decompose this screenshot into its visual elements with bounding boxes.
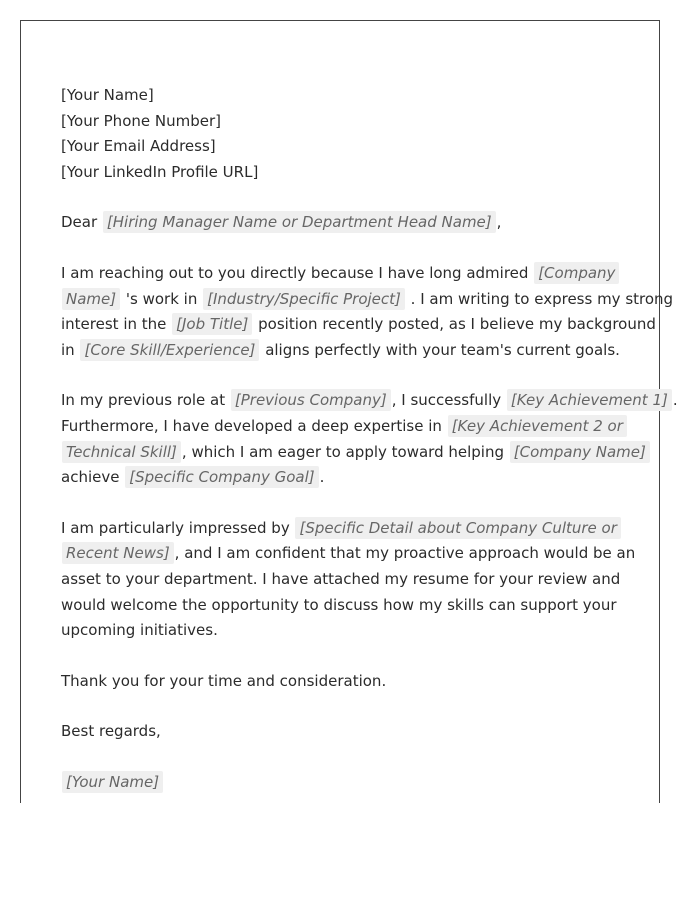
placeholder-signature-name: [Your Name] — [62, 771, 163, 793]
paragraph-motivation — [61, 516, 636, 644]
placeholder-company-goal: [Specific Company Goal] — [125, 466, 318, 488]
text-run: in — [61, 340, 75, 359]
text-run: position recently posted, as I believe my background — [258, 315, 656, 334]
placeholder-key-achievement-2: [Key Achievement 2 or — [448, 415, 627, 437]
closing — [61, 719, 636, 745]
text-run: , and I am confident that my proactive approach would be an — [174, 544, 636, 563]
text-run: . I am writing to express my strong — [410, 289, 674, 308]
text-run: . — [319, 468, 325, 487]
signature-block — [61, 770, 636, 796]
closing-text: Best regards, — [61, 722, 161, 741]
placeholder-company: [Company — [534, 262, 619, 284]
text-run: In my previous role at — [61, 391, 226, 410]
placeholder-key-achievement-2: Technical Skill] — [62, 441, 181, 463]
placeholder-industry: [Industry/Specific Project] — [203, 288, 405, 310]
placeholder-company-name: [Company Name] — [510, 441, 650, 463]
text-run: I am particularly impressed by — [61, 518, 290, 537]
text-run: upcoming initiatives. — [61, 621, 218, 640]
text-run: I am reaching out to you directly because I have long admired — [61, 263, 529, 282]
sender-contact-block — [61, 83, 636, 185]
sender-name: [Your Name] — [61, 86, 154, 104]
text-run: Thank you for your time and consideration. — [61, 671, 387, 690]
placeholder-previous-company: [Previous Company] — [231, 389, 391, 411]
paragraph-intro — [61, 261, 674, 363]
text-run: asset to your department. I have attached my resume for your review and — [61, 569, 621, 588]
paragraph-thanks — [61, 669, 636, 695]
salutation — [61, 210, 636, 236]
cover-letter-body — [61, 83, 678, 820]
text-run: achieve — [61, 468, 120, 487]
sender-linkedin: [Your LinkedIn Profile URL] — [61, 162, 259, 181]
text-run: . — [672, 391, 678, 410]
placeholder-company: Name] — [62, 288, 120, 310]
sender-email: [Your Email Address] — [61, 137, 216, 156]
sender-phone: [Your Phone Number] — [61, 111, 221, 130]
text-run: interest in the — [61, 315, 167, 334]
placeholder-key-achievement-1: [Key Achievement 1] — [507, 389, 672, 411]
paragraph-experience — [61, 388, 678, 490]
placeholder-recipient: [Hiring Manager Name or Department Head Name] — [103, 211, 496, 233]
placeholder-job-title: [Job Title] — [172, 313, 252, 335]
text-run: , I successfully — [391, 391, 502, 410]
text-run: 's work in — [125, 289, 198, 308]
text-run: , which I am eager to apply toward helping — [181, 442, 504, 461]
document-page — [20, 20, 678, 803]
placeholder-company-detail: [Specific Detail about Company Culture or — [295, 517, 620, 539]
placeholder-company-detail: Recent News] — [62, 542, 174, 564]
salutation-greeting: Dear — [61, 213, 98, 232]
text-run: aligns perfectly with your team's current goals. — [265, 340, 620, 359]
salutation-punct: , — [496, 213, 502, 232]
text-run: Furthermore, I have developed a deep expertise in — [61, 416, 442, 435]
placeholder-core-skill: [Core Skill/Experience] — [80, 339, 259, 361]
text-run: would welcome the opportunity to discuss how my skills can support your — [61, 595, 617, 614]
